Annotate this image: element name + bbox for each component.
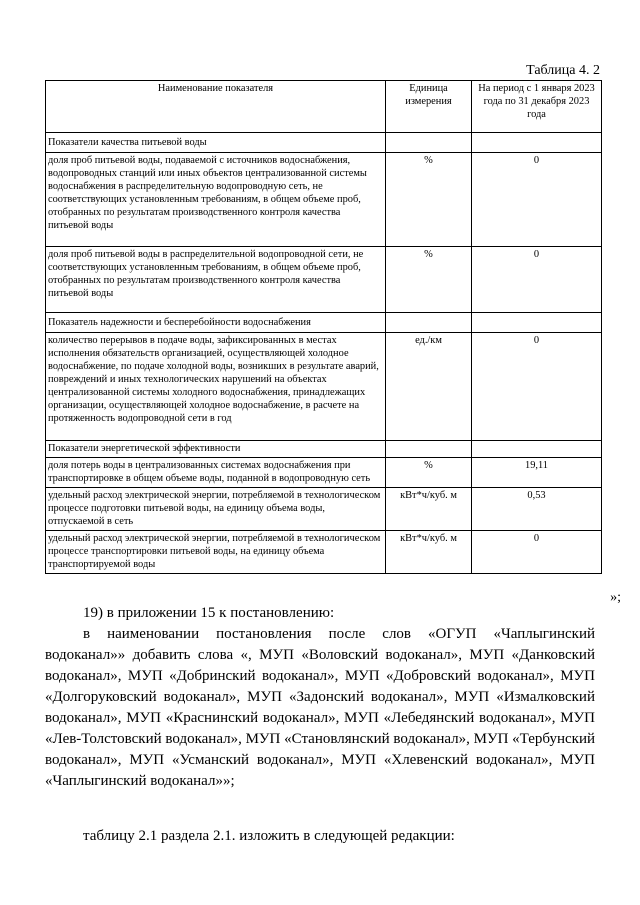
indicators-table bbox=[45, 80, 602, 574]
indicator-value: 0,53 bbox=[472, 488, 602, 531]
paragraph-table-instruction: таблицу 2.1 раздела 2.1. изложить в следующей редакции: bbox=[83, 828, 455, 844]
indicator-name: количество перерывов в подаче воды, зафиксированных в местах исполнения обязательств организацией, осуществляющей холодное водоснабжение, по подаче холодной воды, возникших в результате аварий, повреждений и иных технологических нарушений на объектах централизованной системы холодного водоснабжения, принадлежащих организации, осуществляющей холодное водоснабжение, в расчете на протяженность водопроводной сети в год bbox=[46, 333, 386, 441]
table-row bbox=[46, 247, 602, 313]
indicator-name: удельный расход электрической энергии, потребляемой в технологическом процессе транспортировки питьевой воды, на единицу объема транспортируемой воды bbox=[46, 531, 386, 574]
indicator-name: доля проб питьевой воды в распределительной водопроводной сети, не соответствующих установленным требованиям, в общем объеме проб, отобранных по результатам производственного контроля качества питьевой воды bbox=[46, 247, 386, 313]
indicator-unit: кВт*ч/куб. м bbox=[386, 531, 472, 574]
table-row bbox=[46, 488, 602, 531]
section-row-efficiency bbox=[46, 441, 602, 458]
indicator-value: 0 bbox=[472, 153, 602, 247]
closing-quote: »; bbox=[610, 590, 621, 605]
indicator-unit: ед./км bbox=[386, 333, 472, 441]
indicator-value: 0 bbox=[472, 247, 602, 313]
table-row bbox=[46, 531, 602, 574]
paragraph-amendment: в наименовании постановления после слов «ОГУП «Чаплыгинский водоканал»» добавить слова «, МУП «Воловский водоканал», МУП «Данковский водоканал», МУП «Добринский водоканал», МУП «Добровский водоканал», МУП «Долгоруковский водоканал», МУП «Задонский водоканал», МУП «Измалковский водоканал», МУП «Краснинский водоканал», МУП «Лебедянский водоканал», МУП «Лев-Толстовский водоканал», МУП «Становлянский водоканал», МУП «Тербунский водоканал», МУП «Усманский водоканал», МУП «Хлевенский водоканал», МУП «Чаплыгинский водоканал»»; bbox=[45, 626, 595, 789]
section-row-quality bbox=[46, 133, 602, 153]
indicator-name: доля проб питьевой воды, подаваемой с источников водоснабжения, водопроводных станций или иных объектов централизованной системы водоснабжения в распределительную водопроводную сеть, не соответствующих установленным требованиям, в общем объеме проб, отобранных по результатам производственного контроля качества питьевой воды bbox=[46, 153, 386, 247]
section-label: Показатель надежности и бесперебойности водоснабжения bbox=[46, 313, 386, 333]
indicator-unit: кВт*ч/куб. м bbox=[386, 488, 472, 531]
table-row bbox=[46, 153, 602, 247]
table-row bbox=[46, 333, 602, 441]
indicator-name: доля потерь воды в централизованных системах водоснабжения при транспортировке в общем объеме воды, поданной в водопроводную сеть bbox=[46, 458, 386, 488]
indicator-value: 0 bbox=[472, 333, 602, 441]
table-header-row bbox=[46, 81, 602, 133]
section-label: Показатели энергетической эффективности bbox=[46, 441, 386, 458]
indicator-name: удельный расход электрической энергии, потребляемой в технологическом процессе подготовки питьевой воды, на единицу объема воды, отпускаемой в сеть bbox=[46, 488, 386, 531]
table-row bbox=[46, 458, 602, 488]
indicator-unit: % bbox=[386, 153, 472, 247]
header-period: На период с 1 января 2023 года по 31 декабря 2023 года bbox=[472, 81, 602, 133]
indicator-value: 19,11 bbox=[472, 458, 602, 488]
section-label: Показатели качества питьевой воды bbox=[46, 133, 386, 153]
section-row-reliability bbox=[46, 313, 602, 333]
header-name: Наименование показателя bbox=[46, 81, 386, 133]
table-caption: Таблица 4. 2 bbox=[526, 63, 600, 78]
paragraph-item-19: 19) в приложении 15 к постановлению: bbox=[83, 605, 335, 621]
indicator-value: 0 bbox=[472, 531, 602, 574]
header-unit: Единица измерения bbox=[386, 81, 472, 133]
indicator-unit: % bbox=[386, 458, 472, 488]
indicator-unit: % bbox=[386, 247, 472, 313]
